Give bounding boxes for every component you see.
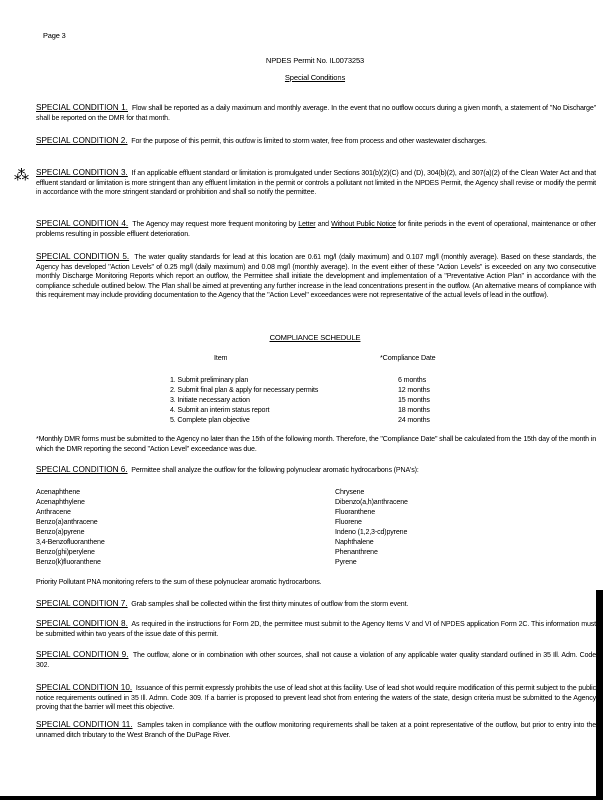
special-condition-1: [36, 103, 596, 123]
special-condition-5: [36, 252, 596, 301]
schedule-date: 6 months: [398, 376, 426, 384]
condition-text: As required in the instructions for Form 2D, the permittee must submit to the Agency Items V and VI of NPDES application Form 2C. This information must be submitted within two years of the issue date of this permit.: [36, 620, 596, 638]
schedule-date: 15 months: [398, 396, 430, 404]
condition-label: SPECIAL CONDITION 9.: [36, 650, 129, 659]
condition-label: SPECIAL CONDITION 8.: [36, 619, 128, 628]
condition-text: For the purpose of this permit, this outfow is limited to storm water, free from process and other wastewater discharges.: [131, 137, 487, 145]
schedule-footnote: *Monthly DMR forms must be submitted to the Agency no later than the 15th of the following month. Therefore, the "Compliance Date" shall be calculated from the 15th day of the month in which the DMR reporting the second "Action Level" exceedance was due.: [36, 435, 596, 453]
condition-label: SPECIAL CONDITION 5.: [36, 252, 130, 261]
pna-item: Anthracene: [36, 508, 71, 516]
condition-text: The Agency may request more frequent monitoring by: [132, 220, 299, 228]
scan-bottom-edge: [0, 796, 603, 800]
margin-mark: ⁂: [14, 166, 29, 184]
public-notice-term: Without Public Notice: [331, 220, 396, 228]
pna-note: Priority Pollutant PNA monitoring refers to the sum of these polynuclear aromatic hydrocarbons.: [36, 578, 322, 586]
condition-text: If an applicable effluent standard or limitation is promulgated under Sections 301(b)(2)(C) and (D), 304(b)(2), and 307(a)(2) of the Clean Water Act and that effluent standard or limitation is more stringent than any effluent limitation in the permit or controls a pollutant not limited in the NPDES Permit, the Agency shall revise or modify the permit in accordance with the more stringent standard or prohibition and shall so notify the permittee.: [36, 169, 596, 197]
schedule-date: 18 months: [398, 406, 430, 414]
schedule-row: 5. Complete plan objective: [170, 416, 250, 424]
special-condition-7: [36, 599, 596, 610]
special-condition-8: [36, 619, 596, 639]
pna-item: 3,4-Benzofluoranthene: [36, 538, 105, 546]
pna-item: Pyrene: [335, 558, 357, 566]
condition-label: SPECIAL CONDITION 3.: [36, 168, 128, 177]
condition-text: Grab samples shall be collected within the first thirty minutes of outflow from the storm event.: [131, 600, 409, 608]
pna-item: Fluoranthene: [335, 508, 376, 516]
pna-item: Dibenzo(a,h)anthracene: [335, 498, 408, 506]
condition-text: The water quality standards for lead at this location are 0.61 mg/l (daily maximum) and 0.107 mg/l (monthly average). Based on these standards, the Agency has developed "Action Levels" of 0.25 mg/l (daily maximum) and 0.08 mg/l (monthly average). In the event either of these "Action Levels" is exceeded on any two consecutive monthly Discharge Monitoring Reports which report an outflow, the Permittee shall initiate the development and implementation of a "Preventative Action Plan" in accordance with the compliance schedule outlined below. The Plan shall be aimed at preventing any further increase in the lead concentrations present in the outflow. (An alternative means of compliance with this requirement may include providing documentation to the Agency that the "Action Level" exceedances were not representative of the actual levels of lead in the outflow).: [36, 253, 596, 300]
schedule-row: 3. Initiate necessary action: [170, 396, 250, 404]
condition-text: Permittee shall analyze the outflow for the following polynuclear aromatic hydrocarbons (PNA's):: [131, 466, 419, 474]
condition-text: Flow shall be reported as a daily maximum and monthly average. In the event that no outflow occurs during a given month, a statement of "No Discharge" shall be reported on the DMR for that month.: [36, 104, 596, 122]
condition-text: and: [315, 220, 332, 228]
condition-label: SPECIAL CONDITION 4.: [36, 219, 129, 228]
pna-item: Benzo(ghi)perylene: [36, 548, 95, 556]
special-condition-4: [36, 219, 596, 239]
special-condition-11: [36, 720, 596, 740]
special-condition-9: [36, 650, 596, 670]
pna-item: Benzo(k)fluoranthene: [36, 558, 101, 566]
condition-text: for finite periods in the event of operational, maintenance or other problems resulting in possible effluent deterioration.: [36, 220, 596, 238]
pna-item: Fluorene: [335, 518, 362, 526]
pna-item: Indeno (1,2,3-cd)pyrene: [335, 528, 408, 536]
pna-item: Chrysene: [335, 488, 365, 496]
schedule-title: COMPLIANCE SCHEDULE: [269, 333, 361, 342]
condition-text: Samples taken in compliance with the outflow monitoring requirements shall be taken at a point representative of the outflow, but prior to entry into the unnamed ditch tributary to the West Branch of the DuPage River.: [36, 721, 596, 739]
condition-text: The outflow, alone or in combination with other sources, shall not cause a violation of any applicable water quality standard outlined in 35 Ill. Adm. Code 302.: [36, 651, 597, 669]
condition-label: SPECIAL CONDITION 2.: [36, 136, 128, 145]
pna-item: Benzo(a)anthracene: [36, 518, 98, 526]
condition-label: SPECIAL CONDITION 7.: [36, 599, 128, 608]
schedule-row: 4. Submit an interim status report: [170, 406, 270, 414]
schedule-header-date: *Compliance Date: [380, 353, 436, 362]
pna-item: Benzo(a)pyrene: [36, 528, 85, 536]
scan-edge: [596, 590, 603, 800]
special-condition-6: [36, 465, 596, 476]
condition-label: SPECIAL CONDITION 10.: [36, 683, 133, 692]
pna-item: Acenaphthene: [36, 488, 80, 496]
schedule-row: 2. Submit final plan & apply for necessary permits: [170, 386, 319, 394]
condition-label: SPECIAL CONDITION 1.: [36, 103, 128, 112]
pna-item: Acenaphthylene: [36, 498, 85, 506]
schedule-date: 12 months: [398, 386, 430, 394]
special-condition-3: [36, 168, 596, 198]
pna-item: Naphthalene: [335, 538, 374, 546]
condition-text: Issuance of this permit expressly prohibits the use of lead shot at this facility. Use of lead shot would require modification of this permit subject to the public notice requirements outlined in 35 Ill. Admn. Code 309. If a barrier is proposed to prevent lead shot from entering the waters of the state, design criteria must be submitted to the Agency proving that the barrier will meet this objective.: [36, 684, 596, 712]
page-title: Special Conditions: [284, 73, 346, 82]
permit-number: NPDES Permit No. IL0073253: [265, 56, 365, 65]
special-condition-10: [36, 683, 596, 713]
schedule-row: 1. Submit preliminary plan: [170, 376, 249, 384]
special-condition-2: [36, 136, 596, 147]
letter-term: Letter: [298, 220, 316, 228]
condition-label: SPECIAL CONDITION 11.: [36, 720, 133, 729]
pna-item: Phenanthrene: [335, 548, 378, 556]
schedule-date: 24 months: [398, 416, 430, 424]
schedule-header-item: Item: [214, 353, 228, 362]
condition-label: SPECIAL CONDITION 6.: [36, 465, 128, 474]
page-number: Page 3: [43, 31, 66, 40]
